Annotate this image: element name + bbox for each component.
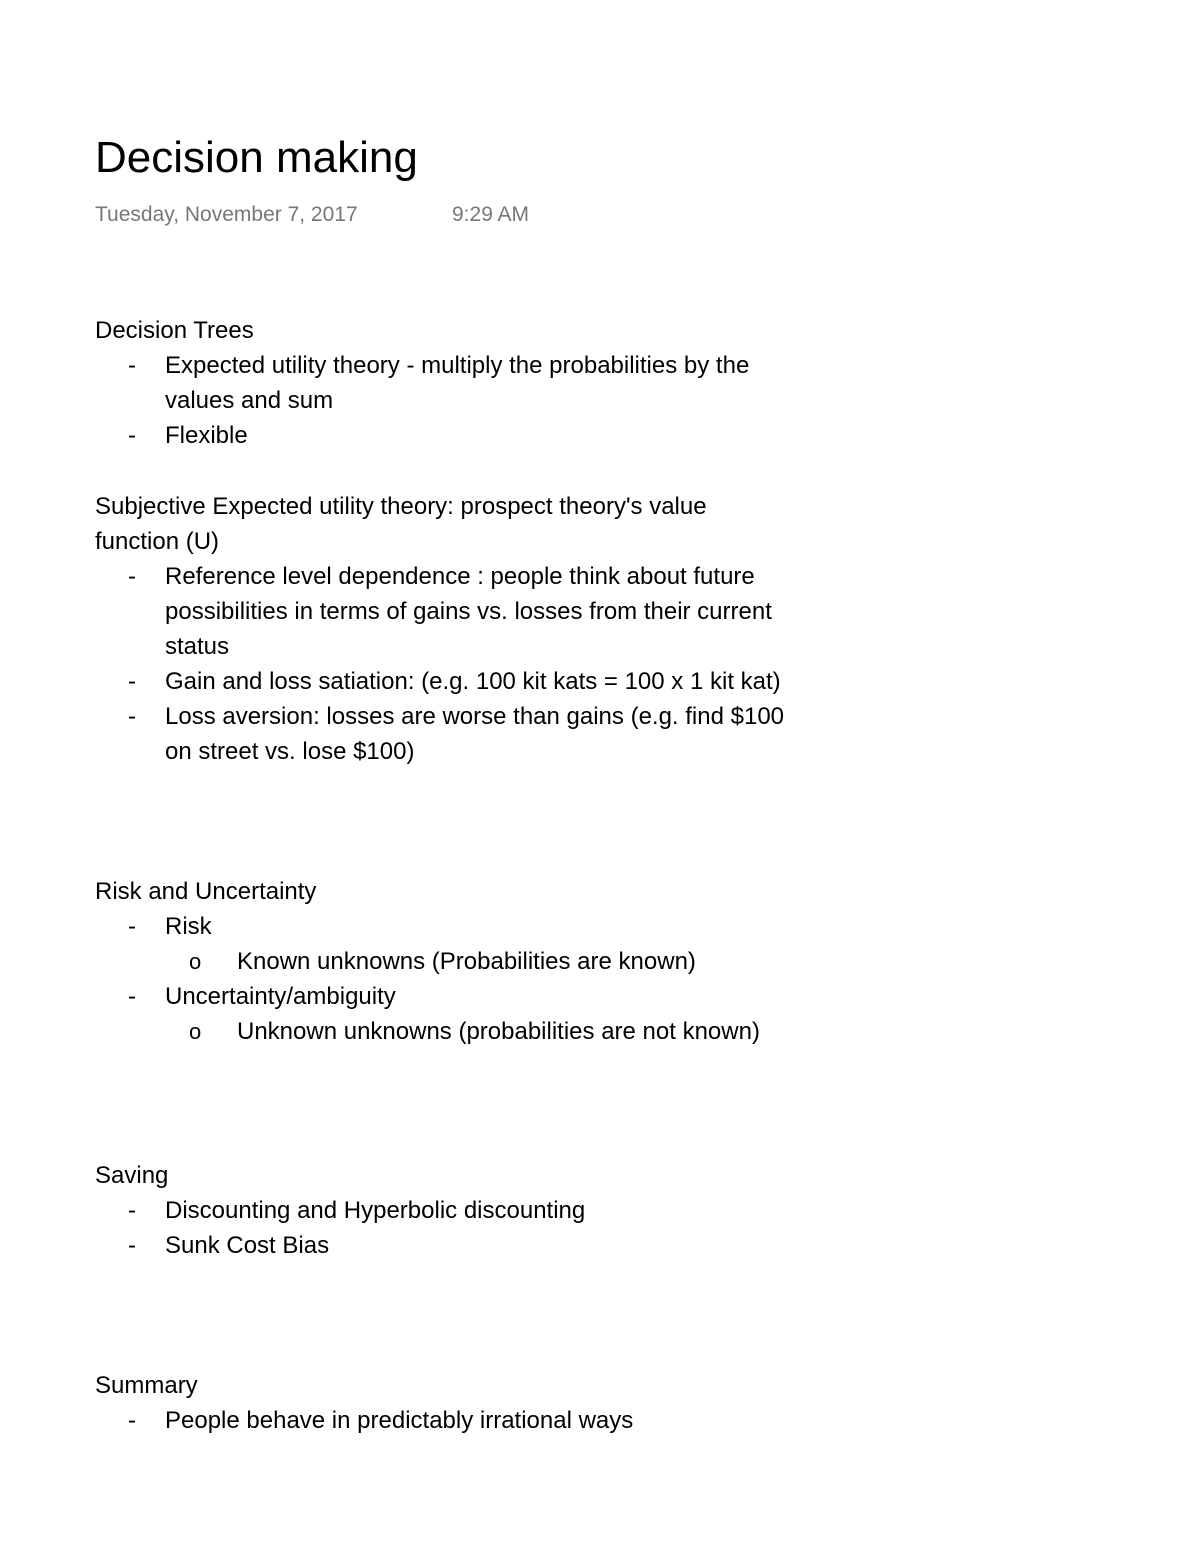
circle-bullet: o: [189, 1019, 202, 1044]
circle-bullet: o: [189, 949, 202, 974]
list-item: [95, 1193, 855, 1228]
list-item-text: Sunk Cost Bias: [165, 1232, 330, 1259]
list-item-text: Gain and loss satiation: (e.g. 100 kit kats = 100 x 1 kit kat): [165, 668, 781, 695]
page-title: Decision making: [95, 133, 418, 182]
dash-bullet: -: [128, 1407, 136, 1434]
sub-bullet-list: [165, 944, 895, 979]
dash-bullet: -: [128, 352, 136, 379]
dash-bullet: -: [128, 983, 136, 1010]
list-item-text: Expected utility theory - multiply the probabilities by the values and sum: [165, 352, 750, 414]
section-heading: Summary: [95, 1372, 198, 1399]
section-heading: Decision Trees: [95, 317, 254, 344]
bullet-list: [95, 1403, 855, 1438]
list-item-text: Risk: [165, 913, 212, 940]
list-item-text: People behave in predictably irrational ways: [165, 1407, 634, 1434]
list-item: [95, 1228, 855, 1263]
section-summary: [95, 1368, 855, 1438]
section-saving: [95, 1158, 855, 1263]
list-item-text: Loss aversion: losses are worse than gains (e.g. find $100 on street vs. lose $100): [165, 703, 785, 765]
dash-bullet: -: [128, 1197, 136, 1224]
sub-list-item: [165, 944, 895, 979]
note-date: Tuesday, November 7, 2017: [95, 203, 358, 226]
sub-bullet-list: [165, 1014, 895, 1049]
bullet-list: [95, 1193, 855, 1263]
dash-bullet: -: [128, 668, 136, 695]
dash-bullet: -: [128, 422, 136, 449]
list-item-text: Uncertainty/ambiguity: [165, 983, 396, 1010]
list-item-text: Discounting and Hyperbolic discounting: [165, 1197, 586, 1224]
list-item: [95, 979, 895, 1049]
list-item-text: Reference level dependence : people think about future possibilities in terms of gains vs. losses from their current status: [165, 563, 772, 660]
list-item: [95, 909, 895, 979]
sub-list-item: [165, 1014, 895, 1049]
list-item: [95, 1403, 855, 1438]
bullet-list: [95, 909, 895, 1049]
dash-bullet: -: [128, 703, 136, 730]
section-subjective-eut: [95, 489, 795, 769]
dash-bullet: -: [128, 563, 136, 590]
list-item: [95, 348, 795, 418]
list-item: [95, 418, 795, 453]
note-time: 9:29 AM: [452, 203, 530, 226]
list-item: [95, 664, 795, 699]
list-item: [95, 559, 795, 664]
dash-bullet: -: [128, 1232, 136, 1259]
bullet-list: [95, 559, 795, 769]
list-item-text: Flexible: [165, 422, 248, 449]
section-risk-uncertainty: [95, 874, 895, 1049]
list-item: [95, 699, 795, 769]
section-heading: Subjective Expected utility theory: prospect theory's value function (U): [95, 493, 707, 555]
bullet-list: [95, 348, 795, 453]
dash-bullet: -: [128, 913, 136, 940]
sub-list-item-text: Known unknowns (Probabilities are known): [237, 948, 696, 975]
section-heading: Risk and Uncertainty: [95, 878, 317, 905]
sub-list-item-text: Unknown unknowns (probabilities are not known): [237, 1018, 760, 1045]
section-decision-trees: [95, 313, 795, 453]
section-heading: Saving: [95, 1162, 169, 1189]
